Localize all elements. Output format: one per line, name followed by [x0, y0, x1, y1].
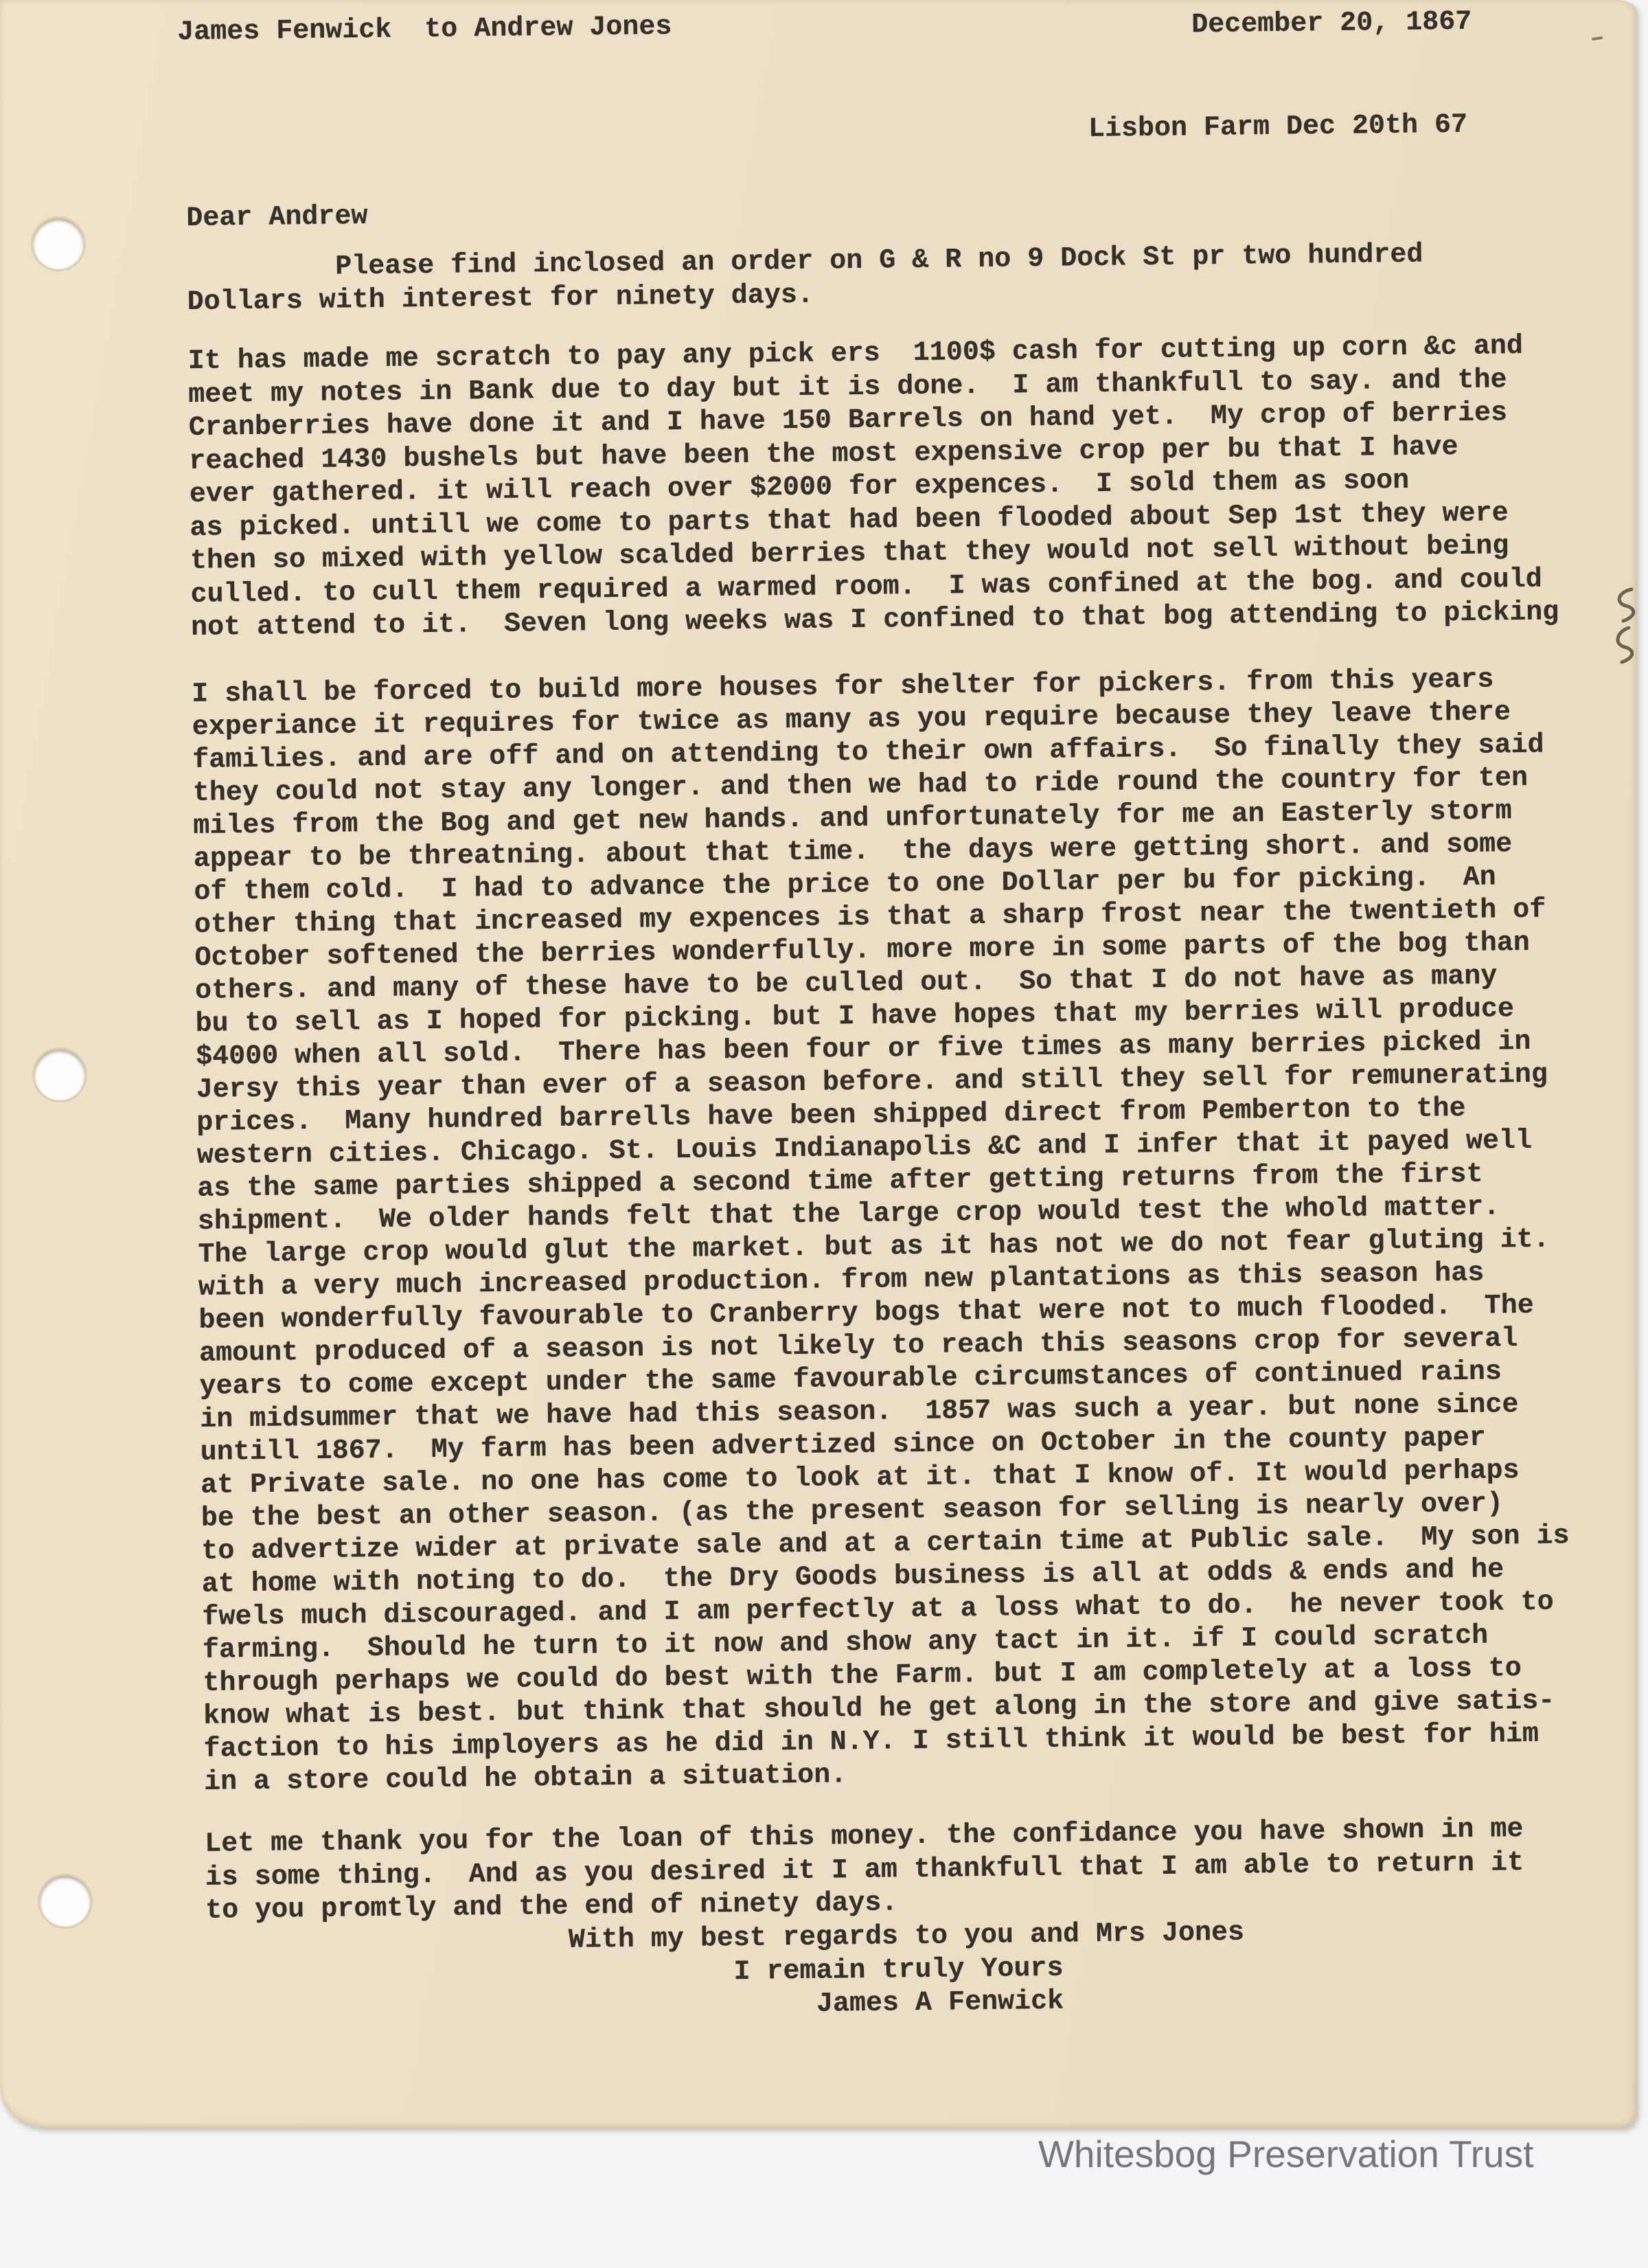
- text-line: not attend to it. Seven long weeks was I confined to that bog attending to picking: [190, 597, 1559, 644]
- archival-annotation: James Fenwick to Andrew Jones: [177, 11, 672, 49]
- text-line: know what is best. but think that should he get along in the store and give satis-: [203, 1686, 1555, 1732]
- text-line: as the same parties shipped a second time after getting returns from the first: [197, 1159, 1483, 1205]
- text-line: in a store could he obtain a situation.: [203, 1760, 847, 1798]
- text-line: It has made me scratch to pay any pick ers 1100$ cash for cutting up corn &c and: [187, 330, 1524, 377]
- text-line: western cities. Chicago. St. Louis Indianapolis &C and I infer that it payed well: [196, 1125, 1533, 1172]
- text-line: With my best regards to you and Mrs Jones: [205, 1917, 1245, 1960]
- text-line: with a very much increased production. from new plantations as this season has: [198, 1258, 1485, 1304]
- text-line: culled. to cull them required a warmed room. I was confined at the bog. and could: [190, 564, 1543, 611]
- text-line: through perhaps we could do best with the Farm. but I am completely at a loss to: [203, 1653, 1522, 1699]
- text-line: October softened the berries wonderfully. more more in some parts of the bog than: [194, 927, 1531, 974]
- text-line: I remain truly Yours: [206, 1953, 1064, 1994]
- punch-hole-top: [33, 218, 84, 269]
- paragraph-2: [187, 330, 1559, 645]
- text-line: I shall be forced to build more houses for shelter for pickers. from this years: [191, 664, 1494, 710]
- text-line: of them cold. I had to advance the price to one Dollar per bu for picking. An: [194, 862, 1496, 908]
- text-line: be the best an other season. (as the present season for selling is nearly over): [201, 1488, 1504, 1534]
- watermark-text: Whitesbog Preservation Trust: [1038, 2133, 1534, 2175]
- text-line: then so mixed with yellow scalded berries that they would not sell without being: [190, 531, 1509, 577]
- text-line: appear to be threatning. about that time. the days were getting short. and some: [193, 829, 1513, 875]
- text-line: to advertize wider at private sale and at a certain time at Public sale. My son is: [201, 1521, 1570, 1567]
- salutation: Dear Andrew: [186, 201, 368, 234]
- text-line: at Private sale. no one has come to look at it. that I know of. It would perhaps: [201, 1455, 1520, 1501]
- punch-hole-bottom: [40, 1876, 91, 1927]
- text-line: they could not stay any longer. and then we had to ride round the country for ten: [192, 762, 1529, 809]
- text-line: others. and many of these have to be culled out. So that I do not have as many: [194, 961, 1498, 1007]
- closing-signature: [206, 1917, 1246, 2029]
- text-line: reached 1430 bushels but have been the most expensive crop per bu that I have: [189, 431, 1458, 477]
- text-line: $4000 when all sold. There has been four or five times as many berries picked in: [195, 1026, 1531, 1073]
- text-line: prices. Many hundred barrells have been shipped direct from Pemberton to the: [196, 1093, 1466, 1139]
- text-line: miles from the Bog and get new hands. and unfortunately for me an Easterly storm: [193, 796, 1512, 842]
- text-line: as picked. untill we come to parts that had been flooded about Sep 1st they were: [190, 497, 1509, 544]
- text-line: ever gathered. it will reach over $2000 for expences. I sold them as soon: [189, 465, 1410, 510]
- text-line: Dollars with interest for ninety days.: [187, 280, 814, 318]
- ink-squiggle-mark: [1605, 585, 1641, 668]
- text-line: Please find inclosed an order on G & R no 9 Dock St pr two hundred: [186, 239, 1423, 284]
- text-line: experiance it requires for twice as many as you require because they leave there: [192, 697, 1511, 743]
- text-line: faction to his imployers as he did in N.Y. I still think it would be best for him: [203, 1719, 1540, 1765]
- ink-dash-mark: [1592, 36, 1603, 41]
- text-line: is some thing. And as you desired it I am thankfull that I am able to return it: [205, 1847, 1524, 1894]
- text-line: years to come except under the same favourable circumstances of continued rains: [199, 1357, 1502, 1403]
- text-line: shipment. We older hands felt that the large crop would test the whold matter.: [197, 1192, 1500, 1238]
- text-line: Jersy this year than ever of a season before. and still they sell for remunerating: [196, 1059, 1548, 1106]
- letter-dateline: Lisbon Farm Dec 20th 67: [1088, 109, 1468, 146]
- text-line: The large crop would glut the market. but as it has not we do not fear gluting it.: [198, 1224, 1550, 1271]
- text-line: bu to sell as I hoped for picking. but I have hopes that my berries will produce: [195, 994, 1515, 1040]
- text-line: untill 1867. My farm has been advertized since on October in the county paper: [200, 1422, 1487, 1468]
- paragraph-1: [187, 239, 1423, 319]
- text-line: amount produced of a season is not likely to reach this seasons crop for several: [198, 1324, 1518, 1370]
- text-line: Cranberries have done it and I have 150 Barrels on hand yet. My crop of berries: [188, 398, 1508, 444]
- punch-hole-middle: [34, 1050, 85, 1100]
- text-line: farming. Should he turn to it now and show any tact in it. if I could scratch: [202, 1620, 1489, 1666]
- text-line: been wonderfully favourable to Cranberry bogs that were not to much flooded. The: [198, 1290, 1535, 1337]
- text-line: James A Fenwick: [206, 1986, 1064, 2027]
- paragraph-4: [205, 1813, 1524, 1928]
- text-line: other thing that increased my expences is that a sharp frost near the twentieth of: [194, 894, 1546, 941]
- text-line: Let me thank you for the loan of this money. the confidance you have shown in me: [204, 1814, 1524, 1860]
- text-line: families. and are off and on attending to their own affairs. So finally they said: [192, 729, 1544, 776]
- text-line: to you promtly and the end of ninety days.: [205, 1887, 898, 1927]
- text-line: at home with noting to do. the Dry Goods business is all at odds & ends and he: [201, 1554, 1504, 1600]
- text-line: meet my notes in Bank due to day but it is done. I am thankfull to say. and the: [188, 364, 1507, 411]
- letter-content: [177, 0, 1570, 2076]
- paragraph-3: [192, 663, 1572, 1799]
- letter-date: December 20, 1867: [1191, 6, 1472, 41]
- text-line: fwels much discouraged. and I am perfectly at a loss what to do. he never took to: [202, 1587, 1554, 1633]
- text-line: in midsummer that we have had this season. 1857 was such a year. but none since: [199, 1390, 1519, 1436]
